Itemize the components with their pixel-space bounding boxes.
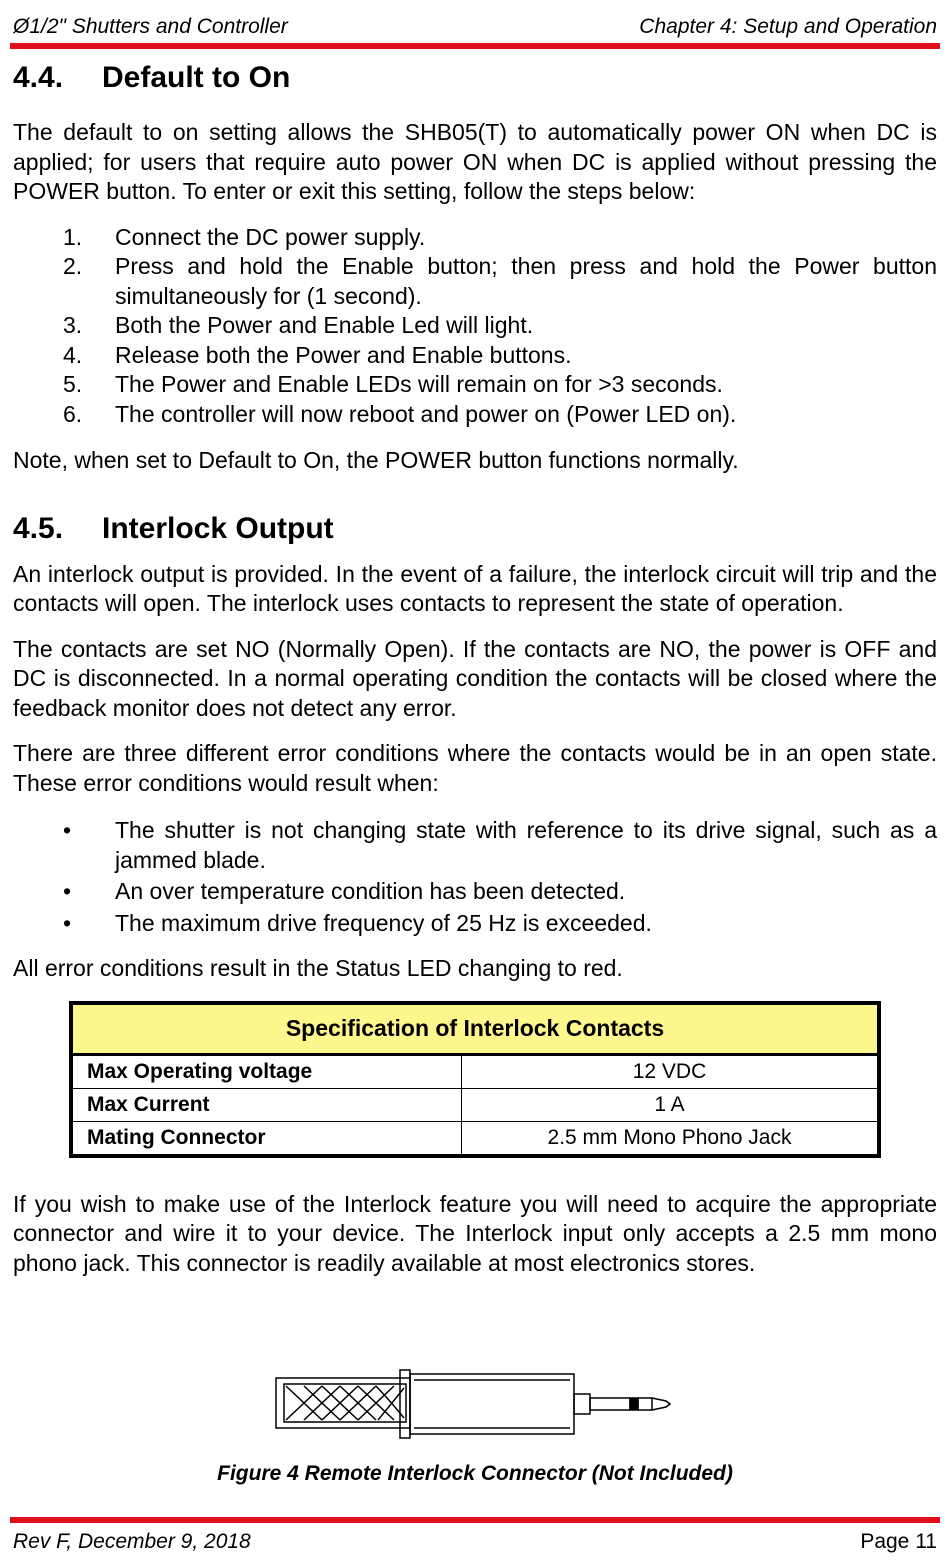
list-item-text: The Power and Enable LEDs will remain on for >3 seconds.: [115, 371, 723, 397]
list-item-text: Release both the Power and Enable buttons.: [115, 341, 572, 368]
list-item-text: Press and hold the Enable button; then press and hold the Power button simultaneously for (1 second).: [115, 253, 937, 309]
list-item-text: The controller will now reboot and power on (Power LED on).: [115, 400, 737, 427]
table-cell-value: 12 VDC: [462, 1054, 880, 1088]
list-number: 1.: [63, 223, 83, 250]
table-cell-value: 1 A: [462, 1088, 880, 1121]
list-item-text: An over temperature condition has been detected.: [115, 878, 626, 904]
section-heading-4-4: [13, 58, 937, 98]
list-number: 5.: [63, 371, 83, 397]
interlock-spec-table: [69, 1001, 881, 1158]
paragraph: The contacts are set NO (Normally Open). If the contacts are NO, the power is OFF and DC is disconnected. In a normal operating condition the contacts will be closed where the feedback monitor does not detect any error.: [13, 635, 937, 721]
list-item: [13, 816, 937, 875]
list-number: 6.: [63, 400, 83, 427]
footer-revision: Rev F, December 9, 2018: [13, 1530, 251, 1553]
header-document-title: Ø1/2" Shutters and Controller: [13, 15, 288, 38]
section-heading-4-5: [13, 509, 937, 549]
page-content: [13, 58, 937, 1278]
section-title: Interlock Output: [102, 511, 334, 545]
list-item-text: The shutter is not changing state with reference to its drive signal, such as a jammed blade.: [115, 817, 937, 873]
list-item: [13, 370, 937, 400]
table-cell-label: Mating Connector: [71, 1121, 462, 1156]
list-item: [13, 909, 937, 939]
paragraph: All error conditions result in the Status LED changing to red.: [13, 955, 623, 981]
list-item: [13, 311, 937, 341]
table-row: [71, 1054, 879, 1088]
list-item-text: The maximum drive frequency of 25 Hz is exceeded.: [115, 909, 652, 936]
section-title: Default to On: [102, 61, 291, 94]
phono-jack-connector-illustration: [274, 1368, 674, 1440]
figure-caption: Figure 4 Remote Interlock Connector (Not Included): [217, 1462, 733, 1485]
section-number: 4.4.: [13, 61, 64, 94]
list-item: [13, 252, 937, 311]
bullet-icon: •: [63, 878, 72, 904]
table-row: [71, 1088, 879, 1121]
table-cell-label: Max Operating voltage: [71, 1054, 462, 1088]
table-cell-value: 2.5 mm Mono Phono Jack: [462, 1121, 880, 1156]
list-item: [13, 223, 937, 253]
table-cell-label: Max Current: [71, 1088, 462, 1121]
header-chapter-title: Chapter 4: Setup and Operation: [639, 15, 937, 38]
table-title: Specification of Interlock Contacts: [71, 1003, 879, 1055]
bullet-icon: •: [63, 909, 72, 936]
list-number: 2.: [63, 253, 83, 279]
footer-page-number: Page 11: [860, 1530, 937, 1553]
footer-rule: [10, 1517, 940, 1523]
list-item-text: Connect the DC power supply.: [115, 223, 426, 250]
paragraph: If you wish to make use of the Interlock feature you will need to acquire the appropriate connector and wire it to your device. The Interlock input only accepts a 2.5 mm mono phono jack. This connector is readily available at most electronics stores.: [13, 1190, 937, 1276]
paragraph: There are three different error conditions where the contacts would be in an open state. These error conditions would result when:: [13, 740, 937, 796]
section-number: 4.5.: [13, 511, 64, 545]
table-row: [71, 1121, 879, 1156]
note-paragraph: Note, when set to Default to On, the POWER button functions normally.: [13, 447, 739, 473]
error-conditions-list: [13, 816, 937, 938]
list-item-text: Both the Power and Enable Led will light.: [115, 312, 534, 338]
list-number: 3.: [63, 312, 83, 338]
list-item: [13, 400, 937, 430]
header-rule: [10, 43, 940, 49]
bullet-icon: •: [63, 817, 72, 843]
list-item: [13, 341, 937, 371]
table-header-row: [71, 1003, 879, 1055]
steps-list: [13, 223, 937, 430]
paragraph: The default to on setting allows the SHB05(T) to automatically power ON when DC is applied; for users that require auto power ON when DC is applied without pressing the POWER button. To enter or exit this setting, follow the steps below:: [13, 119, 937, 204]
list-item: [13, 877, 937, 907]
list-number: 4.: [63, 341, 83, 368]
paragraph: An interlock output is provided. In the event of a failure, the interlock circuit will trip and the contacts will open. The interlock uses contacts to represent the state of operation.: [13, 560, 937, 616]
